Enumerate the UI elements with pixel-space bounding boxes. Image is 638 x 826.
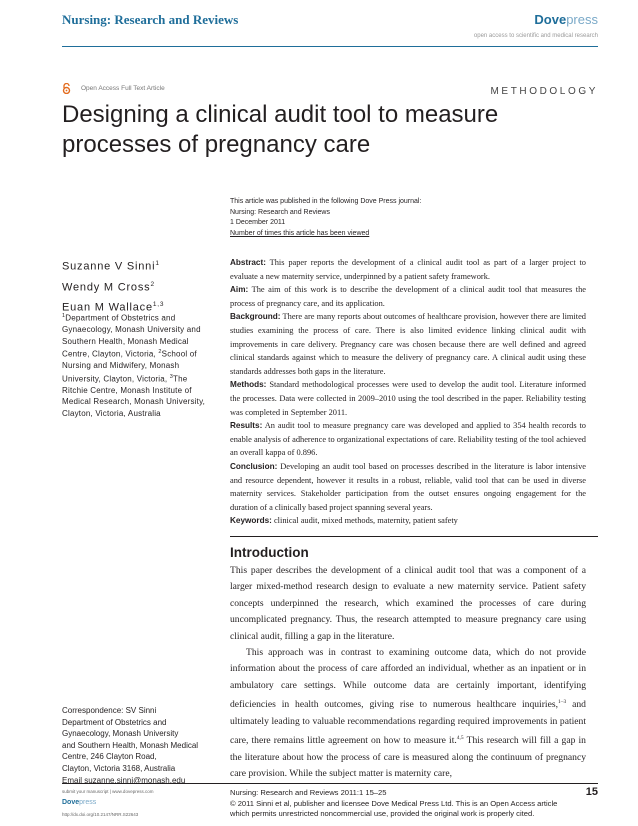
intro-paragraph: This approach was in contrast to examining outcome data, which do not provide information about the process of care afforded an individual, whether as an inpatient or in ambulatory care settings. While outcome data are certainly important, identifying deficiencies in health outcomes, giving rise to numerous healthcare inquiries,$^{1-3}$ and ultimately leading to valuable recommendations regarding required improvements in patient care, there remains little agreement on how to measure it.$^{4,5}$ This research will fill a gap in the literature about how the process of care is measured along the continuum of pregnancy care provision. While the subject matter is maternity care,: [230, 647, 586, 780]
abstract-keywords: Keywords: clinical audit, mixed methods, maternity, patient safety: [230, 516, 458, 526]
abstract-conclusion: Conclusion: Developing an audit tool based on processes described in the literature is labor intensive and resource dependent, however it results in a robust, reliable, valid tool that can be used in diverse maternity services. Stakeholder participation from the outset ensures ongoing engagement for the duration of a clinically based project spanning several years.: [230, 461, 586, 512]
abstract: [230, 256, 586, 528]
affiliations: $^1$Department of Obstetrics and Gynaecology, Monash University and Southern Health, Monash Medical Centre, Clayton, Victoria, $^2$School of Nursing and Midwifery, Monash University, Clayton, Victoria, $^3$The Ritchie Centre, Monash Institute of Medical Research, Monash University, Clayton, Victoria, Australia: [62, 313, 206, 418]
open-access-text: Open Access Full Text Article: [81, 85, 165, 92]
footer-publisher-logo: Dovepress: [62, 799, 97, 806]
abstract-results: Results: An audit tool to measure pregnancy care was developed and applied to 354 health records to enable analysis of adherence to organizational expectations of care. Reliability testing of the tool achieved an overall kappa of 0.896.: [230, 421, 586, 458]
abstract-summary: Abstract: This paper reports the development of a clinical audit tool as part of a larger project to evaluate a new maternity service, underpinned by a patient safety framework.: [230, 258, 586, 281]
copyright-notice: © 2011 Sinni et al, publisher and licensee Dove Medical Press Ltd. This is an Open Access article which permits unrestricted noncommercial use, provided the original work is properly cited.: [230, 798, 558, 819]
author: Euan M Wallace$^{1,3}$: [62, 301, 165, 314]
open-access-lock-icon: [62, 83, 71, 94]
footer-rule: [62, 783, 598, 784]
pubinfo-line1: This article was published in the following Dove Press journal:: [230, 198, 422, 205]
footer-citation: Nursing: Research and Reviews 2011:1 15–25 © 2011 Sinni et al, publisher and licensee Dove Medical Press Ltd. This is an Open Access article which permits unrestricted noncommercial use, provided the original work is properly cited.: [230, 788, 570, 820]
citation-ref[interactable]: 4,5: [456, 735, 464, 742]
section-rule: [230, 536, 598, 537]
publication-info: [230, 197, 421, 239]
article-title: Designing a clinical audit tool to measure processes of pregnancy care: [62, 101, 499, 158]
introduction-body: [230, 563, 586, 783]
abstract-background: Background: There are many reports about outcomes of healthcare provision, however there are limited studies examining the process of care. There is also limited evidence linking clinical audit with improvements in care delivery. Pregnancy care was chosen because there are well defined and agreed clinical standards against which to measure the delivery of pregnancy care. A clinical audit using these standards addresses both gaps in the literature.: [230, 312, 586, 376]
pubinfo-date: 1 December 2011: [230, 219, 286, 226]
author: Suzanne V Sinni$^1$: [62, 260, 160, 273]
author: Wendy M Cross$^2$: [62, 280, 155, 294]
correspondence-email[interactable]: Email suzanne.sinni@monash.edu: [62, 775, 186, 785]
submit-manuscript-link[interactable]: submit your manuscript | www.dovepress.com: [62, 789, 154, 794]
intro-paragraph: This paper describes the development of a clinical audit tool that was a component of a larger mixed-method research design to evaluate a new maternity service. Patient safety concepts underpinned the research, which examined the processes of care during uncomplicated pregnancy. Thus, the research attempted to measure pregnancy care using clinical audit, filling a gap in the literature.: [230, 565, 586, 642]
citation-ref[interactable]: 1–3: [557, 699, 567, 706]
publisher-logo[interactable]: [534, 12, 598, 27]
header-rule: [62, 46, 598, 47]
author-list: [62, 255, 164, 317]
journal-name: Nursing: Research and Reviews: [62, 12, 239, 27]
open-access-label: [62, 83, 165, 94]
abstract-aim: Aim: The aim of this work is to describe the development of a clinical audit tool that measures the process of pregnancy care, and its application.: [230, 285, 586, 308]
section-label: METHODOLOGY: [490, 86, 598, 97]
pubinfo-journal: Nursing: Research and Reviews: [230, 208, 330, 216]
correspondence: Correspondence: SV Sinni Department of Obstetrics and Gynaecology, Monash University and Southern Health, Monash Medical Centre, 246 Clayton Road, Clayton, Victoria 3168, Australia Email suzanne.sinni@monash.edu: [62, 705, 217, 786]
view-count-link[interactable]: Number of times this article has been viewed: [230, 229, 370, 237]
doi-link[interactable]: http://dx.doi.org/10.2147/NRR.S22643: [62, 812, 139, 817]
publisher-logo-light: press: [566, 12, 598, 27]
publisher-logo-bold: Dove: [534, 12, 567, 27]
page-number: 15: [585, 786, 598, 798]
introduction-heading: Introduction: [230, 545, 309, 560]
abstract-methods: Methods: Standard methodological processes were used to develop the audit tool. Literature informed the processes. Data were collected in 2009–2010 using the tool described in the paper. Reliability testing was completed in September 2011.: [230, 380, 586, 417]
publisher-tagline: open access to scientific and medical research: [473, 33, 598, 39]
